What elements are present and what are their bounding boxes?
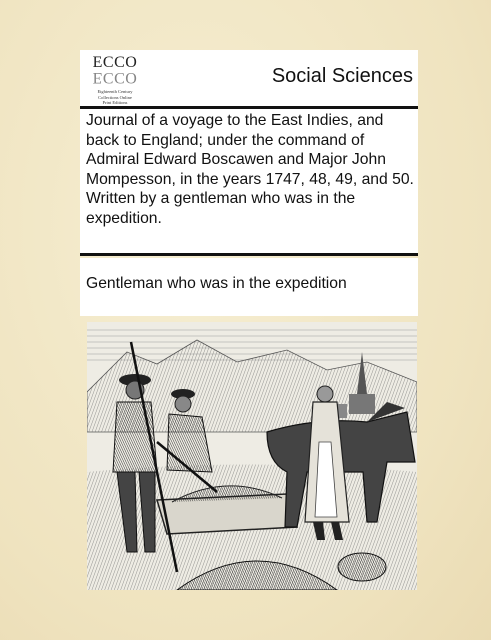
logo-subtitle (86, 89, 144, 106)
logo-subtitle-line: Collections Online (98, 94, 132, 100)
ecco-logo (86, 54, 144, 104)
header-panel (80, 50, 418, 109)
title-panel (80, 109, 418, 256)
logo-wordmark: ECCO (92, 54, 138, 71)
series-label: Social Sciences (271, 65, 413, 87)
engraving-image (87, 322, 417, 590)
author-panel (80, 258, 418, 316)
logo-subtitle-line: Eighteenth Century (97, 89, 133, 94)
cover-illustration (87, 322, 417, 590)
logo-subtitle-line: Print Editions (102, 100, 128, 105)
book-title: Journal of a voyage to the East Indies, and back to England; under the command of Admiral Edward Boscawen and Major John Mompesson, in the years 1747, 48, 49, and 50. Written by a gentleman who was in the expedition. (86, 112, 414, 227)
book-author: Gentleman who was in the expedition (86, 275, 347, 292)
logo-wordmark-reflection: ECCO (92, 69, 138, 86)
